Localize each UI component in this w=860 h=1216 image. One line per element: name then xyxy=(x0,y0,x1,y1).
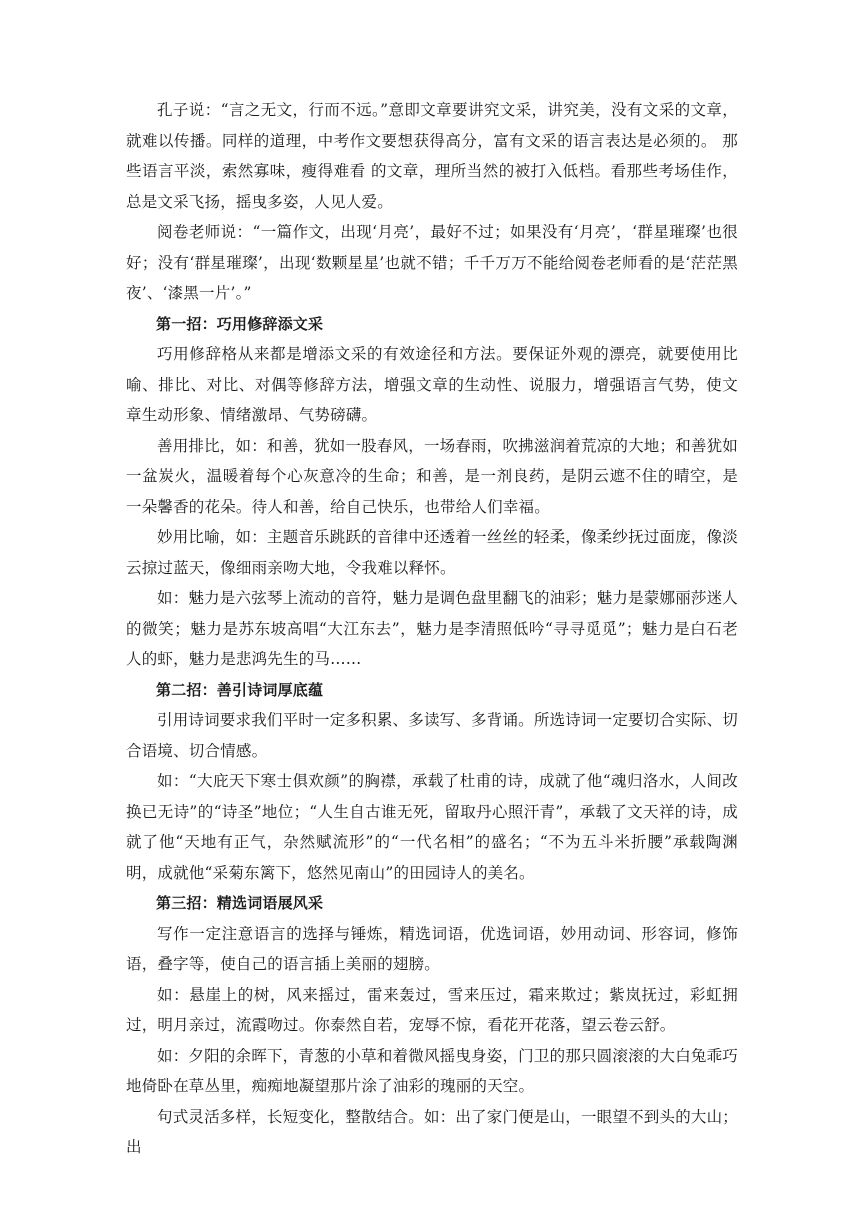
section-heading-wording: 第三招：精选词语展风采 xyxy=(156,894,324,912)
paragraph-rhetoric-intro: 巧用修辞格从来都是增添文采的有效途径和方法。要保证外观的漂亮，就要使用比喻、排比、对比、对偶等修辞方法，增强文章的生动性、说服力，增强语言气势，使文章生动形象、情绪激昂、气势磅礴。 xyxy=(126,345,738,424)
paragraph-wording-intro: 写作一定注意语言的选择与锤炼，精选词语，优选词语，妙用动词、形容词，修饰语，叠字等，使自己的语言插上美丽的翅膀。 xyxy=(126,924,738,973)
paragraph-charm-example: 如：魅力是六弦琴上流动的音符，魅力是调色盘里翻飞的油彩；魅力是蒙娜丽莎迷人的微笑；魅力是苏东坡高唱“大江东去”，魅力是李清照低吟“寻寻觅觅”；魅力是白石老人的虾，魅力是悲鸿先生的马…… xyxy=(126,589,738,668)
document-body xyxy=(126,95,738,1163)
section-heading-rhetoric: 第一招：巧用修辞添文采 xyxy=(156,314,324,333)
paragraph-grader-quote: 阅卷老师说：“一篇作文，出现‘月亮’，最好不过；如果没有‘月亮’，‘群星璀璨’也很好；没有‘群星璀璨’，出现‘数颗星星’也就不错；千千万万不能给阅卷老师看的是‘茫茫黑夜’、‘漆黑一片’。” xyxy=(126,223,738,302)
paragraph-poetry-intro: 引用诗词要求我们平时一定多积累、多读写、多背诵。所选诗词一定要切合实际、切合语境、切合情感。 xyxy=(126,711,738,760)
section-heading-poetry: 第二招：善引诗词厚底蕴 xyxy=(156,680,324,699)
paragraph-parallelism-example: 善用排比，如：和善，犹如一股春风，一场春雨，吹拂滋润着荒凉的大地；和善犹如一盆炭火，温暖着每个心灰意冷的生命；和善，是一剂良药，是阴云遮不住的晴空，是一朵馨香的花朵。待人和善，给自己快乐，也带给人们幸福。 xyxy=(126,436,738,516)
paragraph-confucius-quote: 孔子说：“言之无文，行而不远。”意即文章要讲究文采，讲究美，没有文采的文章，就难以传播。同样的道理，中考作文要想获得高分，富有文采的语言表达是必须的。 那些语言平淡，索然寡味，瘦得难看 的文章，理所当然的被打入低档。看那些考场佳作，总是文采飞扬，摇曳多姿，人见人爱。 xyxy=(126,101,738,211)
paragraph-cliff-tree-example: 如：悬崖上的树，风来摇过，雷来轰过，雪来压过，霜来欺过；紫岚抚过，彩虹拥过，明月亲过，流霞吻过。你泰然自若，宠辱不惊，看花开花落，望云卷云舒。 xyxy=(126,985,738,1034)
paragraph-sunset-example: 如：夕阳的余晖下，青葱的小草和着微风摇曳身姿，门卫的那只圆滚滚的大白兔乖巧地倚卧在草丛里，痴痴地凝望那片涂了油彩的瑰丽的天空。 xyxy=(126,1046,738,1095)
paragraph-sentence-variety: 句式灵活多样，长短变化，整散结合。如：出了家门便是山，一眼望不到头的大山；出 xyxy=(126,1107,738,1156)
paragraph-metaphor-example: 妙用比喻，如：主题音乐跳跃的音律中还透着一丝丝的轻柔，像柔纱抚过面庞，像淡云掠过蓝天，像细雨亲吻大地，令我难以释怀。 xyxy=(126,528,738,577)
paragraph-poetry-example: 如：“大庇天下寒士俱欢颜”的胸襟，承载了杜甫的诗，成就了他“魂归洛水，人间改换已无诗”的“诗圣”地位；“人生自古谁无死，留取丹心照汗青”，承载了文天祥的诗，成就了他“天地有正气，杂然赋流形”的“一代名相”的盛名；“不为五斗米折腰”承载陶渊明，成就他“采菊东篱下，悠然见南山”的田园诗人的美名。 xyxy=(126,772,738,882)
